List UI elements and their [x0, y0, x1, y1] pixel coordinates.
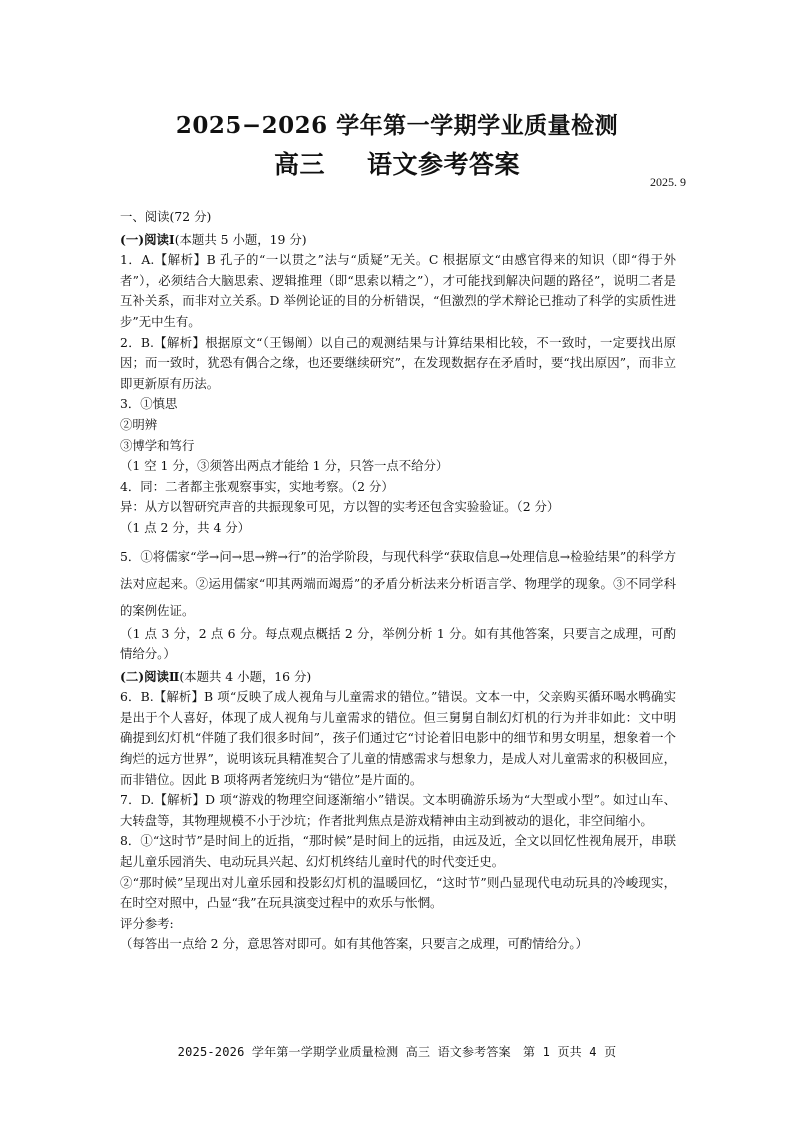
- subsection-label: (二)阅读Ⅱ: [120, 668, 180, 684]
- answer-q5-note: （1 点 3 分，2 点 6 分。每点观点概括 2 分，举例分析 1 分。如有其他答案，只要言之成理，可酌情给分。）: [120, 625, 676, 662]
- answer-q1: 1．A.【解析】B 孔子的“一以贯之”法与“质疑”无关。C 根据原文“由感官得来的知识（即“得于外者”），必须结合大脑思索、逻辑推理（即“思索以精之”），才可能找到解决问题的路径”，说明二者是互补关系，而非对立关系。D 举例论证的目的分析错误，“但激烈的学术辩论已推动了科学的实质性进步”无中生有。: [120, 252, 676, 329]
- subsection-heading-2: [120, 667, 676, 688]
- exam-date: 2025. 9: [650, 175, 686, 189]
- answer-q2: 2．B.【解析】根据原文“（王锡阐）以自己的观测结果与计算结果相比较，不一致时，一定要找出原因；而一致时，犹恐有偶合之缘，也还要继续研究”，在发现数据存在矛盾时，要“找出原因”，而非立即更新原有历法。: [120, 334, 676, 391]
- answer-content: [120, 207, 676, 955]
- answer-q3-line: ②明辨: [120, 416, 158, 432]
- answer-q5: 5．①将儒家“学→问→思→辨→行”的治学阶段，与现代科学“获取信息→处理信息→检验结果”的科学方法对应起来。②运用儒家“叩其两端而竭焉”的矛盾分析法来分析语言学、物理学的现象。③不同学科的案例佐证。: [120, 548, 676, 618]
- answer-q4-line: 异：从方以智研究声音的共振现象可见，方以智的实考还包含实验验证。（2 分）: [120, 499, 560, 515]
- subtitle-label: 语文参考答案: [367, 150, 521, 179]
- answer-q4-note: （1 点 2 分，共 4 分）: [120, 519, 251, 535]
- answer-q8: 8．①“这时节”是时间上的近指，“那时候”是时间上的远指，由远及近，全文以回忆性视角展开，串联起儿童乐园消失、电动玩具兴起、幻灯机终结儿童时代的时代变迁史。: [120, 833, 676, 870]
- answer-q8-note: （每答出一点给 2 分，意思答对即可。如有其他答案，只要言之成理，可酌情给分。）: [120, 936, 589, 952]
- answer-q3-line: ③博学和笃行: [120, 437, 195, 453]
- exam-title: 2025−2026 学年第一学期学业质量检测: [175, 112, 619, 139]
- answer-q3-note: （1 空 1 分，③须答出两点才能给 1 分，只答一点不给分）: [120, 458, 449, 474]
- answer-q4: 4．同：二者都主张观察事实，实地考察。（2 分）: [120, 478, 394, 494]
- scoring-reference: 评分参考:: [120, 915, 174, 931]
- answer-q8-line: ②“那时候”呈现出对儿童乐园和投影幻灯机的温暖回忆，“这时节”则凸显现代电动玩具的冷峻现实，在时空对照中，凸显“我”在玩具演变过程中的欢乐与怅惘。: [120, 874, 676, 911]
- subsection-label: (一)阅读Ⅰ: [120, 231, 175, 247]
- grade-label: 高三: [273, 150, 325, 179]
- subsection-note: (本题共 4 小题，16 分): [179, 668, 312, 684]
- subsection-heading-1: [120, 230, 676, 251]
- page-footer: 2025-2026 学年第一学期学业质量检测 高三 语文参考答案 第 1 页共 4 页: [177, 1045, 617, 1059]
- answer-q6: 6．B.【解析】B 项“反映了成人视角与儿童需求的错位。”错误。文本一中，父亲购买循环喝水鸭确实是出于个人喜好，体现了成人视角与儿童需求的错位。但三舅舅自制幻灯机的行为并非如此：文中明确提到幻灯机“伴随了我们很多时间”，孩子们通过它“讨论着旧电影中的细节和男女明星，想象着一个绚烂的远方世界”，说明该玩具精准契合了儿童的情感需求与想象力，是成人对儿童需求的积极回应，而非错位。因此 B 项将两者笼统归为“错位”是片面的。: [120, 689, 676, 787]
- answer-q7: 7．D.【解析】D 项“游戏的物理空间逐渐缩小”错误。文本明确游乐场为“大型或小型”。如过山车、大转盘等，其物理规模不小于沙坑；作者批判焦点是游戏精神由主动到被动的退化，非空间缩小。: [120, 792, 676, 828]
- subsection-note: (本题共 5 小题，19 分): [174, 231, 307, 247]
- answer-q3: 3．①慎思: [120, 396, 178, 412]
- section-heading: 一、阅读(72 分): [120, 209, 212, 224]
